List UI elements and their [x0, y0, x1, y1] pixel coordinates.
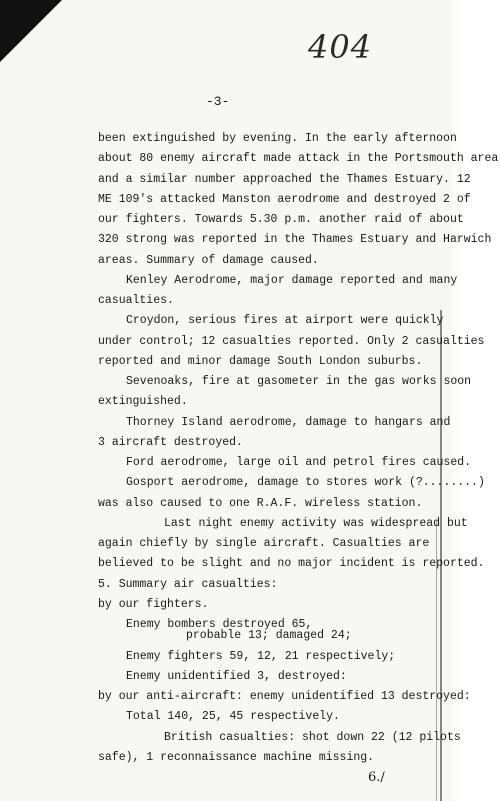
text-line: ME 109's attacked Manston aerodrome and destroyed 2 of — [98, 192, 471, 206]
text-line: probable 13; damaged 24; — [186, 629, 352, 643]
text-line: British casualties: shot down 22 (12 pilots — [164, 730, 461, 744]
text-line: casualties. — [98, 294, 174, 308]
text-line: Croydon, serious fires at airport were quickly — [126, 314, 444, 328]
archive-number: 404 — [308, 28, 373, 66]
text-line: Ford aerodrome, large oil and petrol fires caused. — [126, 456, 472, 470]
text-line: Gosport aerodrome, damage to stores work (?........) — [126, 476, 485, 490]
text-line: by our fighters. — [98, 597, 209, 611]
text-line: safe), 1 reconnaissance machine missing. — [98, 750, 375, 764]
text-line: Enemy bombers destroyed 65, — [126, 618, 313, 632]
text-line: believed to be slight and no major incident is reported. — [98, 557, 485, 571]
text-line: Enemy unidentified 3, destroyed: — [126, 669, 347, 683]
text-line: 320 strong was reported in the Thames Estuary and Harwich — [98, 233, 492, 247]
text-line: by our anti-aircraft: enemy unidentified 13 destroyed: — [98, 690, 471, 704]
text-line: Last night enemy activity was widespread but — [164, 516, 468, 530]
text-line: again chiefly by single aircraft. Casualties are — [98, 537, 430, 551]
text-line: Enemy fighters 59, 12, 21 respectively; — [126, 649, 396, 663]
text-line: Sevenoaks, fire at gasometer in the gas works soon — [126, 375, 472, 389]
text-line: and a similar number approached the Thames Estuary. 12 — [98, 172, 471, 186]
text-line: areas. Summary of damage caused. — [98, 253, 319, 267]
text-line: Kenley Aerodrome, major damage reported and many — [126, 273, 458, 287]
text-line: our fighters. Towards 5.30 p.m. another raid of about — [98, 213, 464, 227]
text-line: extinguished. — [98, 395, 188, 409]
continuation-marker: 6./ — [368, 770, 385, 785]
text-line: about 80 enemy aircraft made attack in the Portsmouth area — [98, 152, 499, 166]
text-line: under control; 12 casualties reported. Only 2 casualties — [98, 334, 485, 348]
text-line: Total 140, 25, 45 respectively. — [126, 710, 340, 724]
text-line: 3 aircraft destroyed. — [98, 435, 243, 449]
text-line: reported and minor damage South London suburbs. — [98, 354, 423, 368]
text-line: was also caused to one R.A.F. wireless station. — [98, 496, 423, 510]
scan-right-margin — [448, 0, 500, 801]
text-line: been extinguished by evening. In the early afternoon — [98, 132, 457, 145]
page-number: -3- — [206, 94, 230, 109]
text-line: 5. Summary air casualties: — [98, 577, 278, 591]
scan-corner-shadow — [0, 0, 62, 62]
text-line: Thorney Island aerodrome, damage to hangars and — [126, 415, 451, 429]
